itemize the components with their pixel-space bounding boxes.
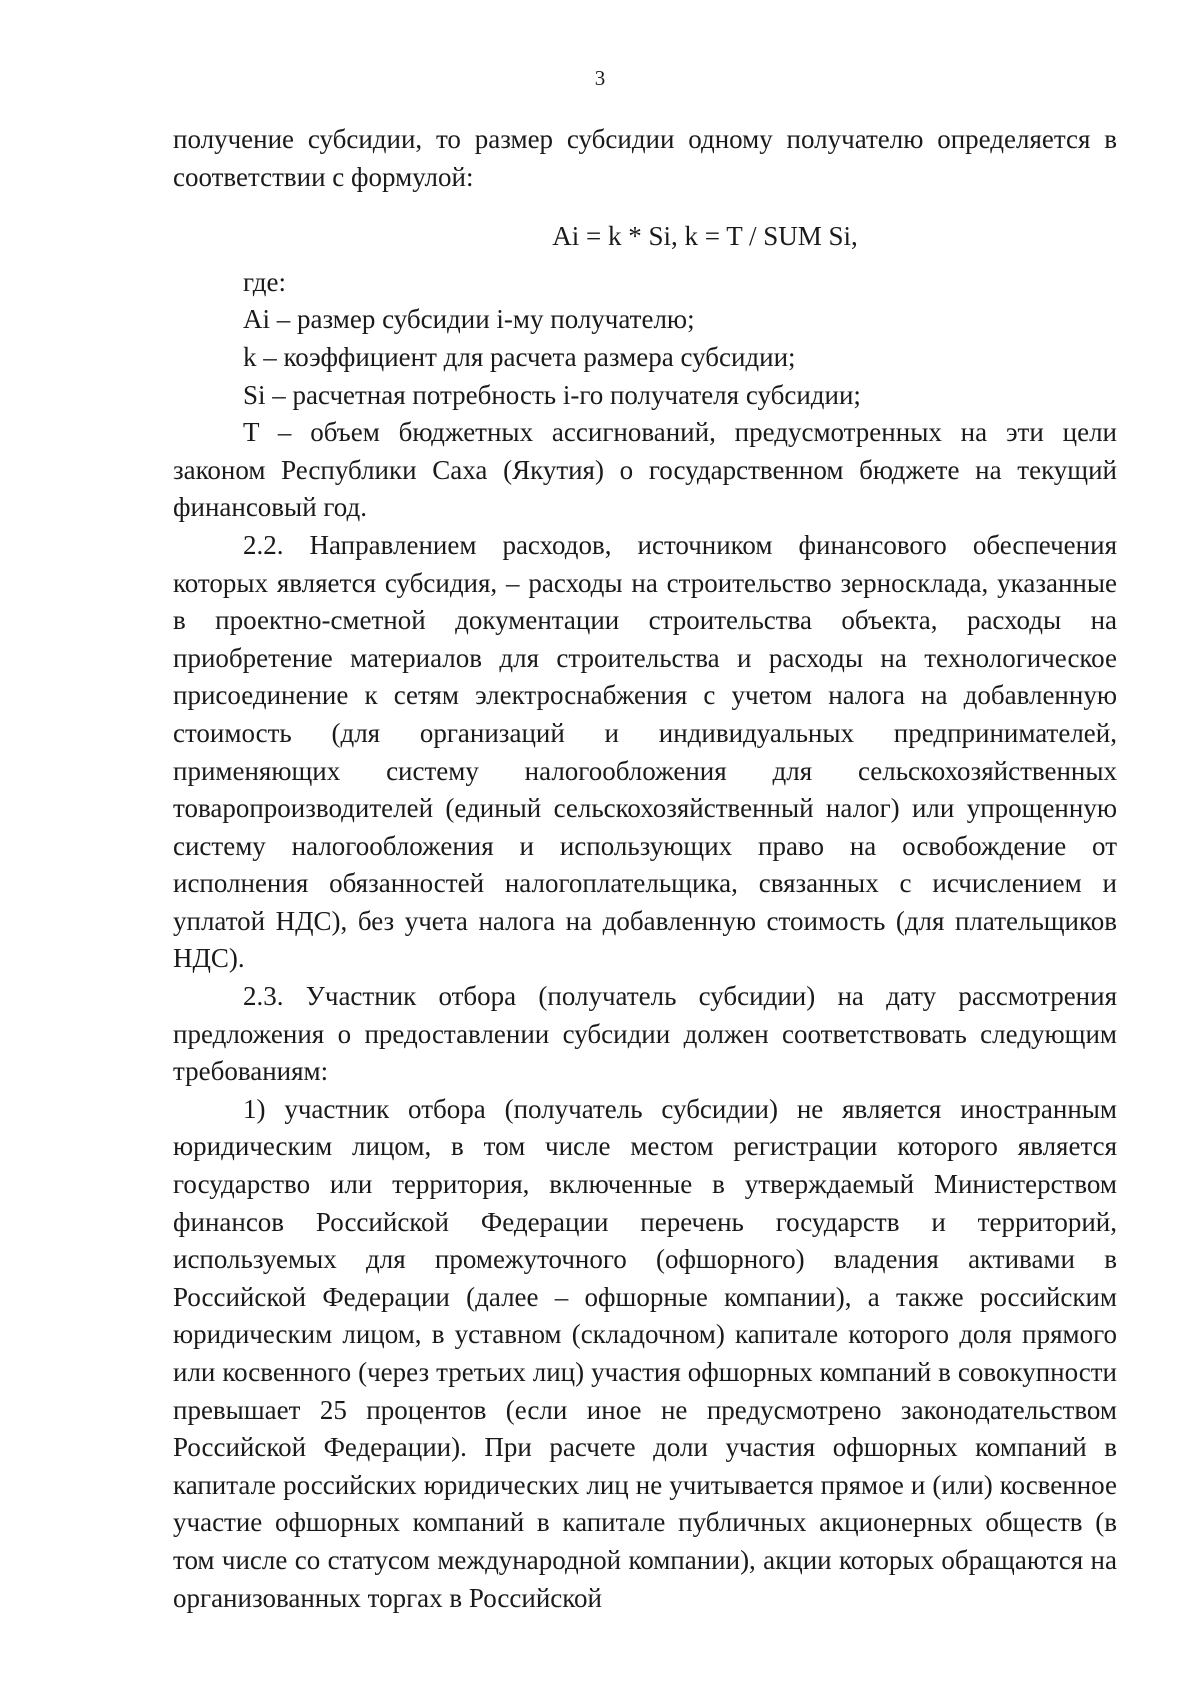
clause-2-2: 2.2. Направлением расходов, источником финансового обеспечения которых является субсидия, – расходы на строительство зерносклада, указанные в проектно-сметной документации строительства объекта, расходы на приобретение материалов для строительства и расходы на технологическое присоединение к сетям электроснабжения с учетом налога на добавленную стоимость (для организаций и индивидуальных предпринимателей, применяющих систему налогообложения для сельскохозяйственных товаропроизводителей (единый сельскохозяйственный налог) или упрощенную систему налогообложения и использующих право на освобождение от исполнения обязанностей налогоплательщика, связанных с исчислением и уплатой НДС), без учета налога на добавленную стоимость (для плательщиков НДС). — [173, 529, 1117, 974]
subsidy-formula: Ai = k * Si, k = T / SUM Si, — [552, 221, 858, 252]
definition-si: Si – расчетная потребность i-го получателя субсидии; — [243, 379, 861, 410]
definition-k: k – коэффициент для расчета размера субсидии; — [243, 341, 796, 372]
clause-2-3: 2.3. Участник отбора (получатель субсидии) на дату рассмотрения предложения о предоставлении субсидии должен соответствовать следующим требованиям: — [173, 981, 1117, 1087]
page-number: 3 — [594, 66, 606, 90]
definition-t: T – объем бюджетных ассигнований, предусмотренных на эти цели законом Республики Саха (Якутия) о государственном бюджете на текущий финансовый год. — [173, 417, 1117, 523]
definition-ai: Ai – размер субсидии i-му получателю; — [243, 304, 695, 335]
intro-paragraph: получение субсидии, то размер субсидии одному получателю определяется в соответствии с формулой: — [173, 124, 1117, 192]
clause-2-3-item-1: 1) участник отбора (получатель субсидии) не является иностранным юридическим лицом, в том числе местом регистрации которого является государство или территория, включенные в утверждаемый Министерством финансов Российской Федерации перечень государств и территорий, используемых для промежуточного (офшорного) владения активами в Российской Федерации (далее – офшорные компании), а также российским юридическим лицом, в уставном (складочном) капитале которого доля прямого или косвенного (через третьих лиц) участия офшорных компаний в совокупности превышает 25 процентов (если иное не предусмотрено законодательством Российской Федерации). При расчете доли участия офшорных компаний в капитале российских юридических лиц не учитывается прямое и (или) косвенное участие офшорных компаний в капитале публичных акционерных обществ (в том числе со статусом международной компании), акции которых обращаются на организованных торгах в Российской — [173, 1093, 1117, 1613]
definitions-where: где: — [243, 266, 286, 297]
document-body — [173, 121, 1117, 1617]
